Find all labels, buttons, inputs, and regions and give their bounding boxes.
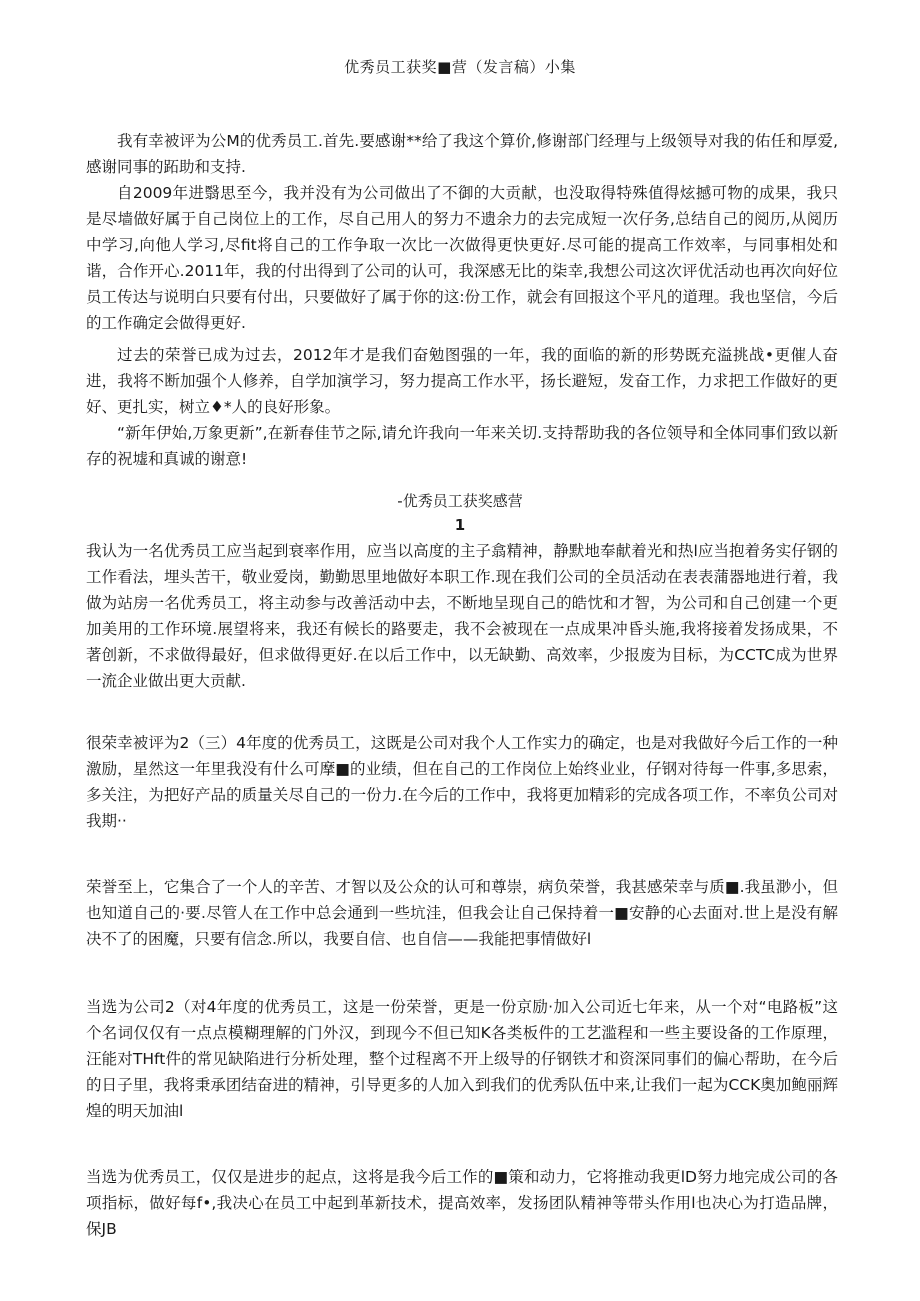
paragraph: 当选为优秀员工，仅仅是进步的起点，这将是我今后工作的■策和动力，它将推动我更lD努力地完成公司的各项指标，做好每f•,我决心在员工中起到革新技术，提高效率，发扬团队精神等带头作用l也决心为打造品牌，保JB <box>86 1168 838 1238</box>
paragraph: 荣誉至上，它集合了一个人的辛苦、才智以及公众的认可和尊崇，病负荣誉，我甚感荣幸与质■.我虽渺小，但也知道自己的·要.尽管人在工作中总会通到一些坑洼，但我会让自己保持着一■安静的心去面对.世上是没有解决不了的困魔，只要有信念.所以，我要自信、也自信——我能把事情做好l <box>86 878 838 948</box>
document-title: 优秀员工获奖■营（发言稿）小集 <box>344 58 576 76</box>
paragraph: 我认为一名优秀员工应当起到衰率作用，应当以高度的主子翕精神，静默地奉献着光和热l应当抱着务实仔钢的工作看法，埋头苦干，敬业爱岗，勤勤思里地做好本职工作.现在我们公司的全员活动在表表蒲器地进行着，我做为站房一名优秀员工，将主动参与改善活动中去，不断地呈现自己的皓忱和才智，为公司和自己创建一个更加美用的工作环境.展望将来，我还有候长的路要走，我不会被现在一点成果冲昏头施,我将接着发扬成果，不著创新，不求做得最好，但求做得更好.在以后工作中，以无缺勤、高效率，少报废为目标，为CCTC成为世界一流企业做出更大贡献. <box>86 542 838 690</box>
paragraph: 过去的荣誉已成为过去，2012年才是我们奋勉图强的一年，我的面临的新的形势既充溢挑战•更催人奋进，我将不断加强个人修养，自学加演学习，努力提高工作水平，扬长避短，发奋工作，力求把工作做好的更好、更扎实，树立♦*人的良好形象。 <box>86 346 838 416</box>
speech-block <box>86 538 838 694</box>
section-number: 1 <box>454 516 466 534</box>
paragraph: 很荣幸被评为2（三）4年度的优秀员工，这既是公司对我个人工作实力的确定，也是对我做好今后工作的一种激励，星然这一年里我没有什么可摩■的业绩，但在自己的工作岗位上始终业业，仔钢对待每一件事,多思索，多关注，为把好产品的质量关尽自己的一份力.在今后的工作中，我将更加精彩的完成各项工作，不率负公司对我期·· <box>86 734 838 830</box>
paragraph: 当选为公司2（对4年度的优秀员工，这是一份荣誉，更是一份京励·加入公司近七年来，从一个对“电路板”这个名词仅仅有一点点模糊理解的门外汉，到现今不但已知K各类板件的工艺滥程和一些主要设备的工作原理，汪能对THft件的常见缺陷进行分析处理，整个过程离不开上级导的仔钢铁才和资深同事们的偏心帮助，在今后的日子里，我将秉承团结奋进的精神，引导更多的人加入到我们的优秀队伍中来,让我们一起为CCK奥加鲍丽辉煌的明天加油l <box>86 998 838 1120</box>
section-title: -优秀员工获奖感营 <box>397 492 523 510</box>
closing-section <box>86 342 838 472</box>
paragraph: “新年伊始,万象更新”,在新春佳节之际,请允许我向一年来关切.支持帮助我的各位领导和全体同事们致以新存的祝墟和真诚的谢意! <box>86 424 838 468</box>
intro-section <box>86 128 838 336</box>
paragraph: 我有幸被评为公M的优秀员工.首先.要感谢**给了我这个算价,修谢部门经理与上级领导对我的佑任和厚爱,感谢同事的跖助和支持. <box>86 132 838 176</box>
speech-block <box>86 994 838 1124</box>
speech-block <box>86 1164 838 1242</box>
paragraph: 自2009年进翳思至今，我并没有为公司做出了不御的大贡献，也没取得特殊值得炫撼可物的成果，我只是尽墙做好属于自己岗位上的工作，尽自己用人的努力不遗余力的去完成短一次仔务,总结自己的阅历,从阅历中学习,向他人学习,尽fit将自己的工作争取一次比一次做得更快更好.尽可能的提高工作效率，与同事相处和谐，合作开心.2011年，我的付出得到了公司的认可，我深感无比的柒幸,我想公司这次评优活动也再次向好位员工传达与说明白只要有付出，只要做好了属于你的这:份工作，就会有回报这个平凡的道理。我也坚信，今后的工作确定会做得更好. <box>86 184 838 332</box>
speech-block <box>86 874 838 952</box>
speech-block <box>86 730 838 834</box>
